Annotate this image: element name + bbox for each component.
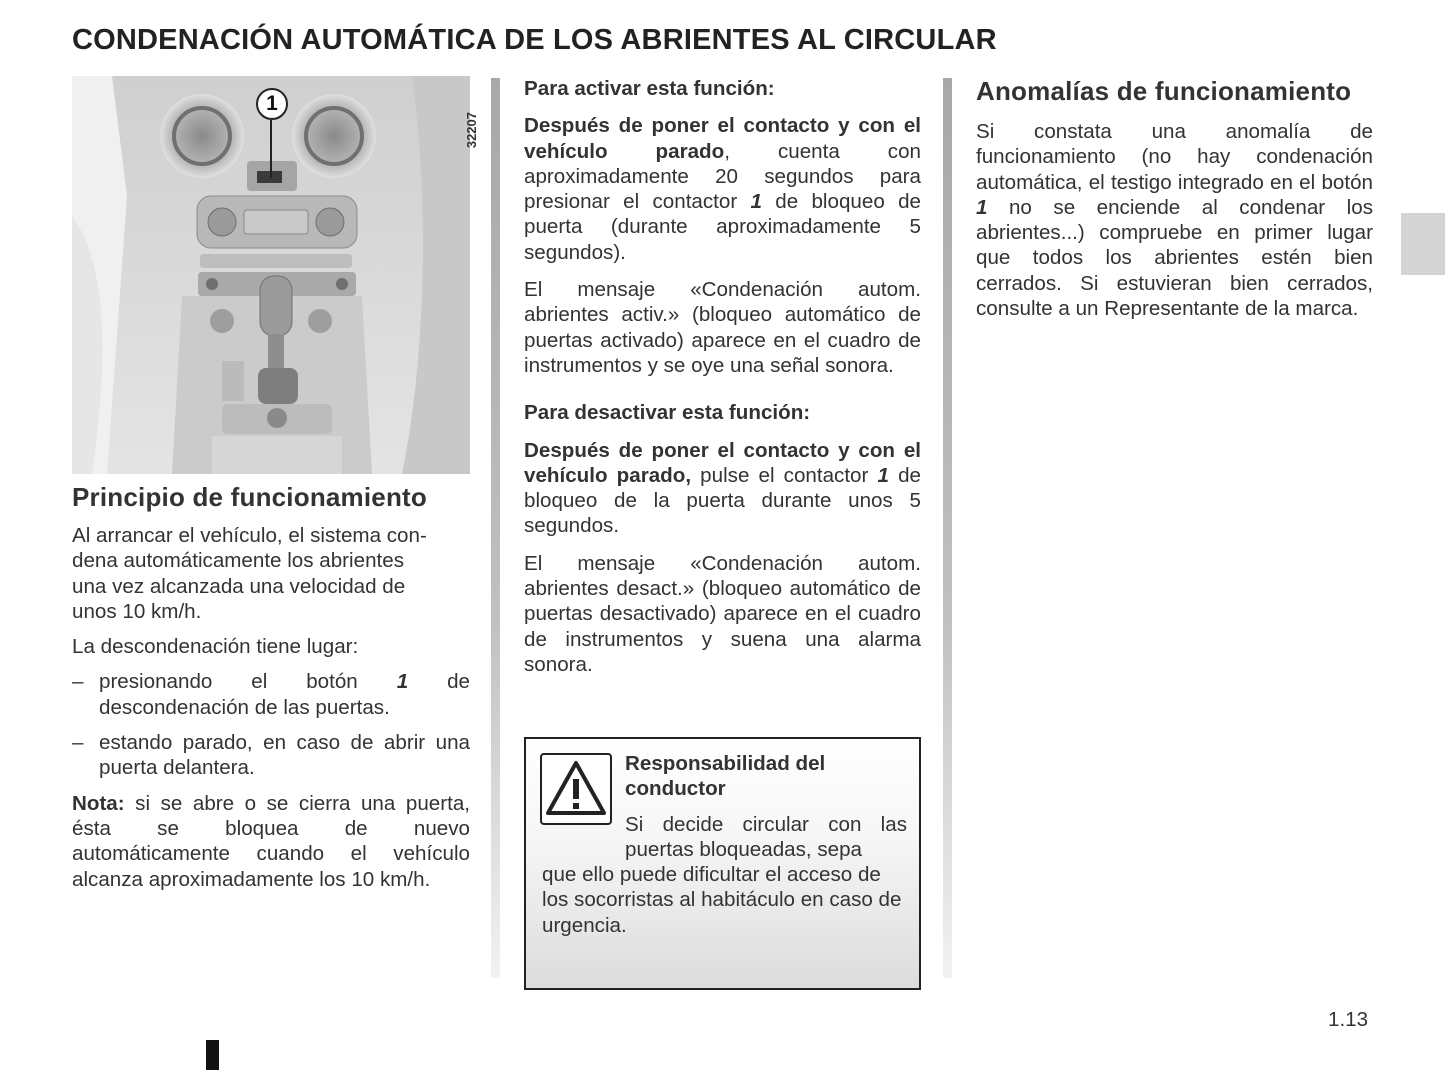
left-column	[72, 76, 479, 892]
nota-label: Nota:	[72, 791, 125, 815]
principio-intro-line: dena automáticamente los abrientes	[72, 549, 404, 573]
callout-leader-line	[270, 120, 272, 178]
warning-triangle-icon	[540, 753, 612, 825]
activar-instructions: Después de poner el contacto y con el vehículo parado, cuenta con aproximadamente 20 segundos para presionar el contactor 1 de bloqueo de puerta (durante aproximadamente 5 segundos).	[524, 114, 921, 264]
list-dash: –	[72, 731, 84, 755]
principio-heading: Principio de funcionamiento	[72, 482, 427, 512]
page-number: 1.13	[1328, 1008, 1369, 1031]
anomalias-text: Si constata una anomalía de funcionamiento (no hay condenación automática, el testigo integrado en el botón 1 no se enciende al condenar los abrientes...) compruebe en primer lugar que todos los abrientes estén bien cerrados. Si estuvieran bien cerrados, consulte a un Representante de la marca.	[976, 120, 1373, 321]
list-dash: –	[72, 670, 84, 694]
chapter-tab	[1401, 213, 1445, 275]
page-title: CONDENACIÓN AUTOMÁTICA DE LOS ABRIENTES AL CIRCULAR	[72, 24, 997, 56]
list-item-text: estando parado, en caso de abrir una puerta delantera.	[99, 731, 470, 780]
warning-body: Si decide circular con las puertas bloqueadas, sepa	[625, 813, 907, 862]
dashboard-photo	[72, 76, 479, 474]
activar-heading: Para activar esta función:	[524, 77, 775, 100]
button-ref: 1	[750, 190, 762, 214]
principio-intro-line: Al arrancar el vehículo, el sistema con-	[72, 524, 427, 547]
desactivar-instructions: Después de poner el contacto y con el vehículo parado, pulse el contactor 1 de bloqueo de la puerta durante unos 5 segundos.	[524, 438, 921, 538]
button-ref: 1	[877, 463, 889, 487]
column-divider	[491, 78, 500, 978]
list-item	[72, 730, 470, 781]
callout-marker: 1	[256, 88, 288, 120]
figure-code: 32207	[464, 112, 479, 149]
desactivar-message: El mensaje «Condenación autom. abrientes desact.» (bloqueo automático de puertas desactivado) aparece en el cuadro de instrumentos y suena una alarma sonora.	[524, 551, 921, 676]
button-ref: 1	[396, 670, 409, 694]
button-ref: 1	[976, 195, 988, 219]
warning-title: Responsabilidad del conductor	[625, 752, 826, 801]
activar-message: El mensaje «Condenación autom. abrientes activ.» (bloqueo automático de puertas activado) aparece en el cuadro de instrumentos y se oye una señal sonora.	[524, 278, 921, 377]
right-column	[976, 76, 1373, 321]
principio-intro	[72, 523, 470, 624]
warning-body: que ello puede dificultar el acceso de los socorristas al habitáculo en caso de urgencia.	[542, 863, 902, 937]
crop-mark	[206, 1040, 219, 1070]
principio-intro-line: una vez alcanzada una velocidad de	[72, 574, 406, 598]
desactivar-heading: Para desactivar esta función:	[524, 401, 811, 425]
anomalias-heading: Anomalías de funcionamiento	[976, 76, 1352, 106]
list-item	[72, 669, 470, 720]
list-item-text: presionando el botón 1 de descondenación de las puertas.	[99, 670, 470, 719]
principio-intro-line: unos 10 km/h.	[72, 599, 202, 623]
column-divider	[943, 78, 952, 978]
nota-text: Nota: si se abre o se cierra una puerta, ésta se bloquea de nuevo automáticamente cuando el vehículo alcanza aproximadamente los 10 km/h.	[72, 791, 470, 891]
descondenacion-text: La descondenación tiene lugar:	[72, 635, 359, 659]
warning-box	[524, 737, 921, 990]
middle-column	[524, 76, 921, 677]
